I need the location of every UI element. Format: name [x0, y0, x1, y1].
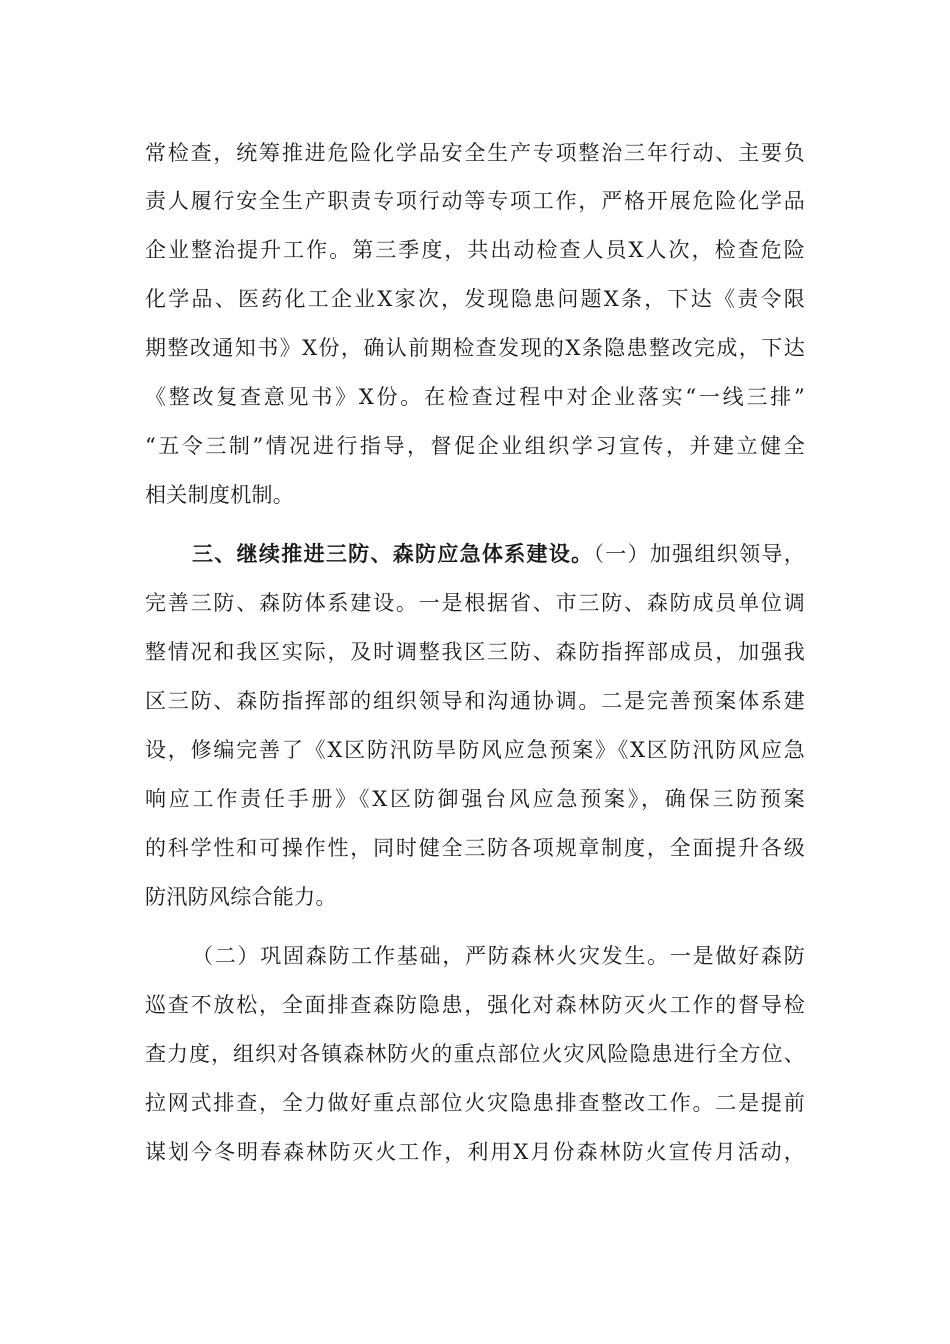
subsection-first-line: （二）巩固森防工作基础，严防森林火灾发生。一是做好森防	[192, 944, 805, 968]
paragraph-line: 责人履行安全生产职责专项行动等专项工作，严格开展危险化学品	[145, 189, 805, 213]
paragraph-line: 完善三防、森防体系建设。一是根据省、市三防、森防成员单位调	[145, 591, 805, 615]
paragraph-line: 企业整治提升工作。第三季度，共出动检查人员X人次，检查危险	[145, 238, 805, 262]
paragraph-line: 防汛防风综合能力。	[145, 885, 337, 909]
paragraph-line: 常检查，统筹推进危险化学品安全生产专项整治三年行动、主要负	[145, 141, 805, 165]
paragraph-line: 查力度，组织对各镇森林防火的重点部位火灾风险隐患进行全方位、	[145, 1042, 805, 1066]
paragraph-line: 设，修编完善了《X区防汛防旱防风应急预案》《X区防汛防风应急	[145, 738, 805, 762]
section-heading: 三、继续推进三防、森防应急体系建设。	[192, 541, 594, 566]
paragraph-line: 《整改复查意见书》X份。在检查过程中对企业落实“一线三排”	[145, 385, 805, 409]
paragraph-line: 谋划今冬明春森林防灭火工作，利用X月份森林防火宣传月活动，	[145, 1140, 805, 1164]
paragraph-line: 区三防、森防指挥部的组织领导和沟通协调。二是完善预案体系建	[145, 689, 805, 713]
paragraph-line: 拉网式排查，全力做好重点部位火灾隐患排查整改工作。二是提前	[145, 1091, 805, 1115]
paragraph-line: 巡查不放松，全面排查森防隐患，强化对森林防灭火工作的督导检	[145, 993, 805, 1017]
paragraph-line: 化学品、医药化工企业X家次，发现隐患问题X条，下达《责令限	[145, 287, 805, 311]
paragraph-line: 整情况和我区实际，及时调整我区三防、森防指挥部成员，加强我	[145, 640, 805, 664]
paragraph-line: 响应工作责任手册》《X区防御强台风应急预案》，确保三防预案	[145, 787, 805, 811]
section-heading-line	[192, 534, 805, 574]
paragraph-line: 相关制度机制。	[145, 483, 295, 507]
subsection-title: （一）加强组织领导，	[593, 542, 805, 566]
paragraph-line: 的科学性和可操作性，同时健全三防各项规章制度，全面提升各级	[145, 836, 805, 860]
paragraph-line: “五令三制”情况进行指导，督促企业组织学习宣传，并建立健全	[145, 434, 805, 458]
paragraph-line: 期整改通知书》X份，确认前期检查发现的X条隐患整改完成，下达	[145, 336, 805, 360]
